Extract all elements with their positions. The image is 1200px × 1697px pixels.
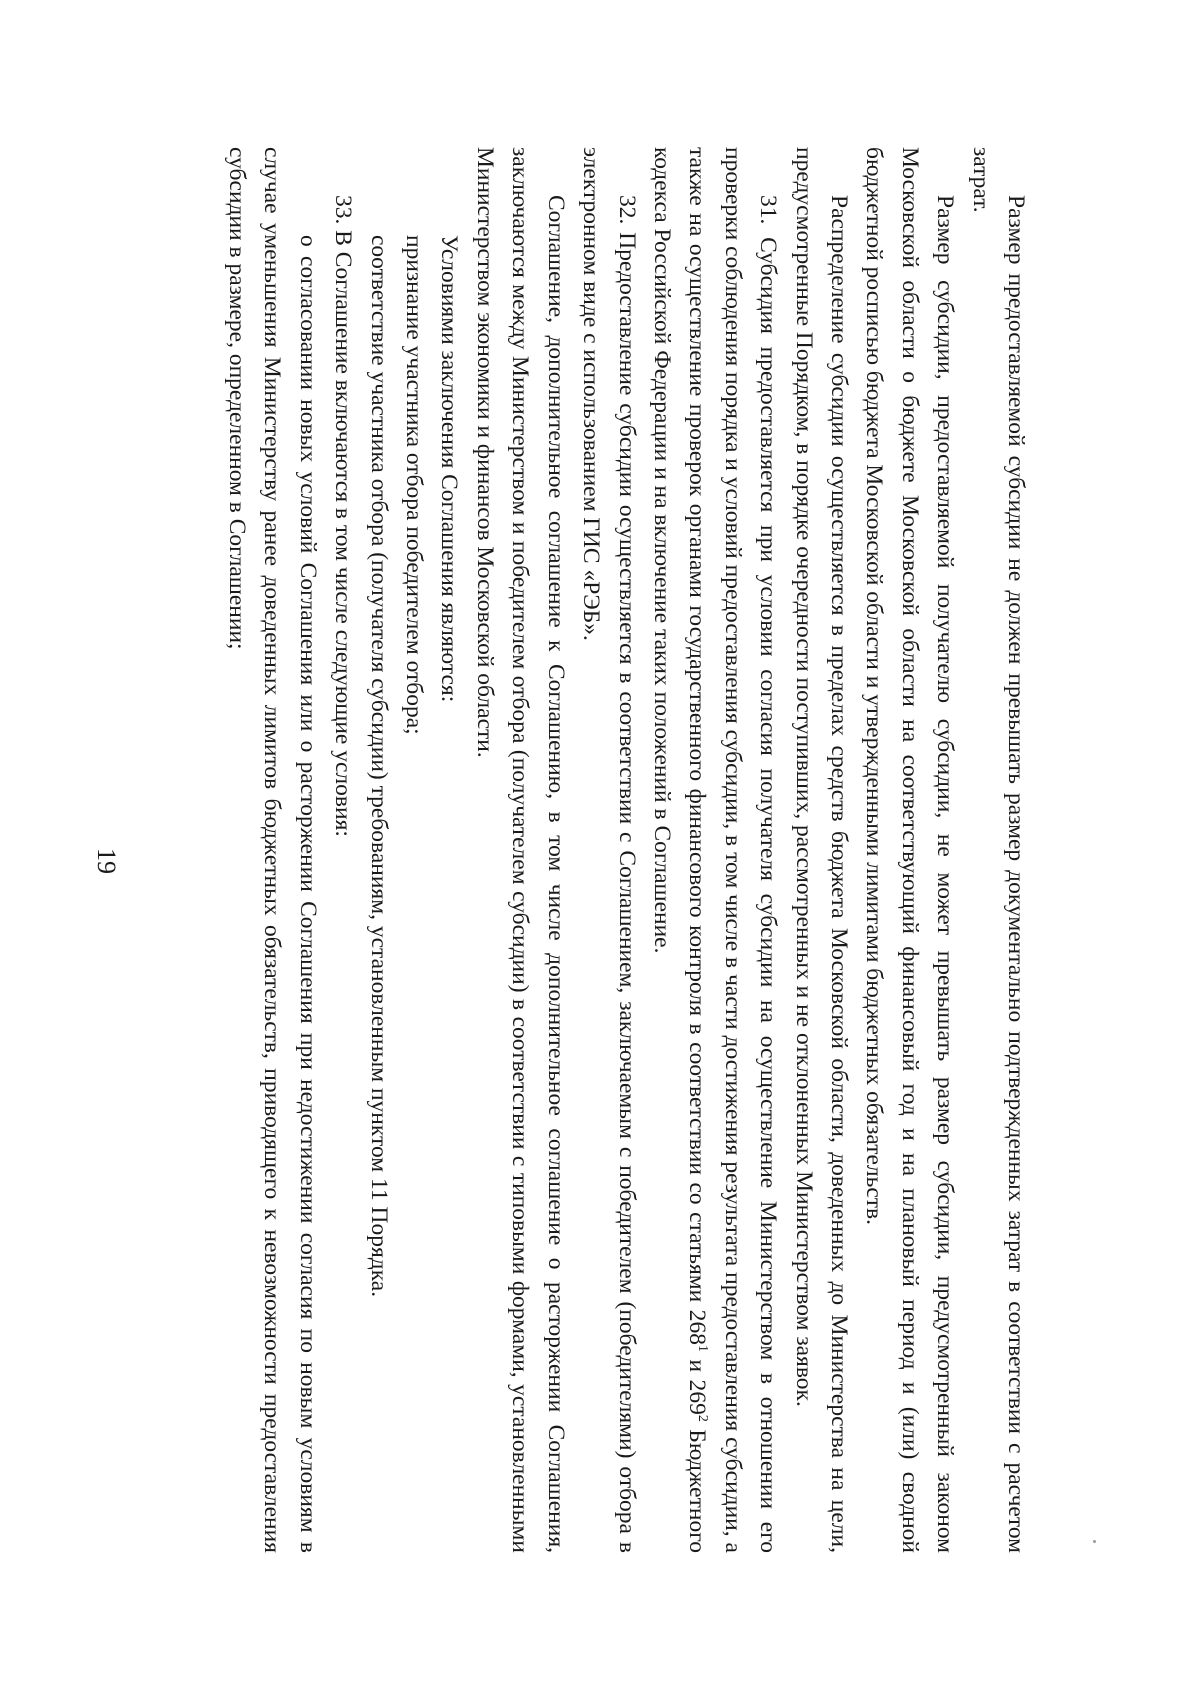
document-body bbox=[193, 147, 1033, 1553]
paragraph-31-text-2: и 269 bbox=[684, 1352, 711, 1415]
paragraph-31-sup-2: 2 bbox=[695, 1414, 711, 1422]
paragraph-agreement: Соглашение, дополнительное соглашение к Соглашению, в том числе дополнительное соглашение о расторжении Соглашения, заключаются между Министерством и победителем отбора (получателем субсидии) в соответствии с типовыми формами, установленными Министерством экономики и финансов Московской области. bbox=[471, 147, 569, 1553]
paragraph-31-text-3: Бюджетного кодекса Российской Федерации и на включение таких положений в Соглашение. bbox=[648, 147, 711, 1554]
list-item-winner: признание участника отбора победителем отбора; bbox=[401, 235, 428, 735]
paragraph-conditions-heading: Условиями заключения Соглашения являются: bbox=[436, 235, 463, 703]
page-number: 19 bbox=[92, 848, 121, 874]
paragraph-33: 33. В Соглашение включаются в том числе следующие условия: bbox=[330, 195, 357, 837]
list-item-compliance: соответствие участника отбора (получателя субсидии) требованиям, установленным пунктом 11 Порядка. bbox=[365, 235, 392, 1298]
paragraph-subsidy-size: Размер субсидии, предоставляемой получателю субсидии, не может превышать размер субсидии, предусмотренный законом Московской области о бюджете Московской области на соответствующий финансовый год и на плановый период и (или) сводной бюджетной росписью бюджета Московской области и утвержденными лимитами бюджетных обязательств. bbox=[861, 147, 959, 1553]
paragraph-31 bbox=[644, 147, 786, 1553]
paragraph-31-sup-1: 1 bbox=[695, 1345, 711, 1353]
paragraph-subsidy-limit: Размер предоставляемой субсидии не должен превышать размер документально подтвержденных затрат в соответствии с расчетом затрат. bbox=[967, 147, 1029, 1553]
paragraph-distribution: Распределение субсидии осуществляется в пределах средств бюджета Московской области, доведенных до Министерства на цели, предусмотренные Порядком, в порядке очередности поступивших, рассмотренных и не отклоненных Министерством заявок. bbox=[790, 147, 852, 1553]
paragraph-31-text-1: 31. Субсидия предоставляется при условии согласия получателя субсидии на осуществление Министерством в отношении его проверки соблюдения порядка и условий предоставления субсидии, в том числе в части достижения результата предоставления субсидии, а также на осуществление проверок органами государственного финансового контроля в соответствии со статьями 268 bbox=[684, 147, 782, 1553]
scan-dust-mark bbox=[1093, 1540, 1096, 1543]
paragraph-new-conditions: о согласовании новых условий Соглашения или о расторжении Соглашения при недостижении согласия по новым условиям в случае уменьшения Министерству ранее доведенных лимитов бюджетных обязательств, приводящего к невозможности предоставления субсидии в размере, определенном в Соглашении; bbox=[224, 147, 321, 1553]
paragraph-32: 32. Предоставление субсидии осуществляется в соответствии с Соглашением, заключаемым с победителем (победителями) отбора в электронном виде с использованием ГИС «РЭБ». bbox=[578, 147, 640, 1553]
